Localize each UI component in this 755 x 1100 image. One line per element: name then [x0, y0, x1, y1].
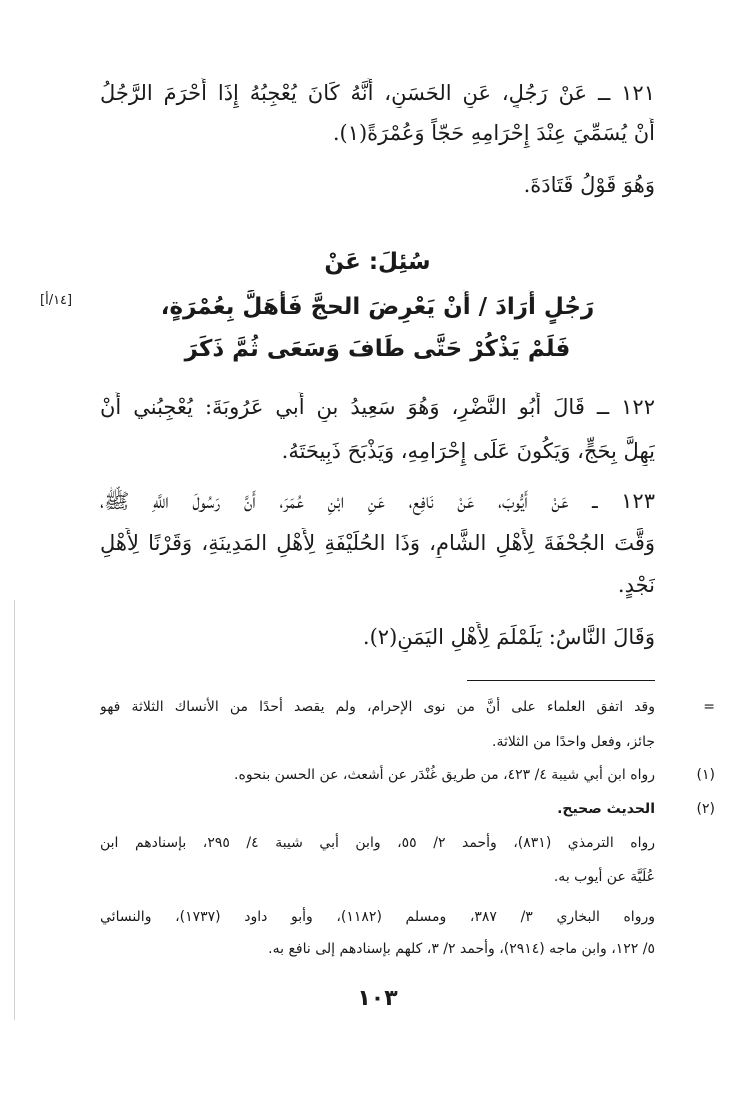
narration-123-line-1: ١٢٣ ــ عَنْ أَيُّوبَ، عَنْ نَافِعٍ، عَنِ ابْنِ عُمَرَ، أَنَّ رَسُولَ اللَّهِ ﷺ،	[100, 489, 655, 513]
manuscript-folio-reference: [١٤/أ]	[40, 293, 73, 308]
footnote-2-line-4: ٥/ ١٢٢، وابن ماجه (٢٩١٤)، وأحمد ٢/ ٣، كلهم بإسنادهم إلى نافع به.	[268, 941, 655, 957]
narration-123-line-3: نَجْدٍ.	[617, 573, 655, 597]
narration-122-line-2: يَهِلَّ بِحَجٍّ، وَيَكُونَ عَلَى إِحْرَامِهِ، وَيَذْبَحَ ذَبِيحَتَهُ.	[281, 439, 655, 463]
scan-edge-line	[14, 600, 16, 1020]
chapter-heading-line-2: رَجُلٍ أَرَادَ / أَنْ يَعْرِضَ الحجَّ فَأَهَلَّ بِعُمْرَةٍ،	[160, 294, 595, 320]
footnote-2-heading: الحديث صحيح.	[557, 801, 655, 817]
narration-123-line-4: وَقَالَ النَّاسُ: يَلَمْلَمَ لِأَهْلِ اليَمَنِ(٢).	[362, 625, 655, 649]
footnote-2-line-1: رواه الترمذي (٨٣١)، وأحمد ٢/ ٥٥، وابن أبي شيبة ٤/ ٢٩٥، بإسنادهم ابن	[100, 835, 655, 851]
chapter-heading-line-3: فَلَمْ يَذْكُرْ حَتَّى طَافَ وَسَعَى ثُمَّ ذَكَرَ	[184, 336, 571, 362]
footnote-2-marker: (٢)	[696, 801, 715, 817]
footnote-2-line-2: عُلَيَّة عن أيوب به.	[553, 869, 655, 885]
footnote-1-text: رواه ابن أبي شيبة ٤/ ٤٢٣، من طريق غُنْدَر عن أشعث، عن الحسن بنحوه.	[234, 767, 655, 783]
chapter-heading-line-1: سُئِلَ: عَنْ	[324, 249, 431, 275]
narration-123-line-2: وَقَّتَ الجُحْفَةَ لِأَهْلِ الشَّامِ، وَذَا الحُلَيْفَةِ لِأَهْلِ المَدِينَةِ، وَقَرْنًا لِأَهْلِ	[100, 531, 655, 555]
footnote-continuation-line-1: وقد اتفق العلماء على أنَّ من نوى الإحرام، ولم يقصد أحدًا من الأنساك الثلاثة فهو	[100, 699, 655, 715]
footnote-2-line-3: ورواه البخاري ٣/ ٣٨٧، ومسلم (١١٨٢)، وأبو داود (١٧٣٧)، والنسائي	[100, 909, 655, 925]
footnote-continuation-marker: =	[703, 699, 715, 715]
footnote-separator	[467, 680, 655, 681]
narration-121-line-1: ١٢١ ــ عَنْ رَجُلٍ، عَنِ الحَسَنِ، أَنَّهُ كَانَ يُعْجِبُهُ إِذَا أَحْرَمَ الرَّجُلُ	[100, 81, 655, 105]
page-number: ١٠٣	[357, 986, 398, 1011]
footnote-continuation-line-2: جائز، وفعل واحدًا من الثلاثة.	[492, 734, 655, 750]
footnote-1-marker: (١)	[696, 767, 715, 783]
narration-121-line-2: أَنْ يُسَمِّيَ عِنْدَ إِحْرَامِهِ حَجّاً وَعُمْرَةً(١).	[332, 121, 655, 145]
narration-122-line-1: ١٢٢ ــ قَالَ أَبُو النَّضْرِ، وَهُوَ سَعِيدُ بنِ أَبي عَرُوبَةَ: يُعْجِبُني أَنْ	[100, 395, 655, 419]
narration-121-line-3: وَهُوَ قَوْلُ قَتَادَةَ.	[523, 173, 655, 197]
